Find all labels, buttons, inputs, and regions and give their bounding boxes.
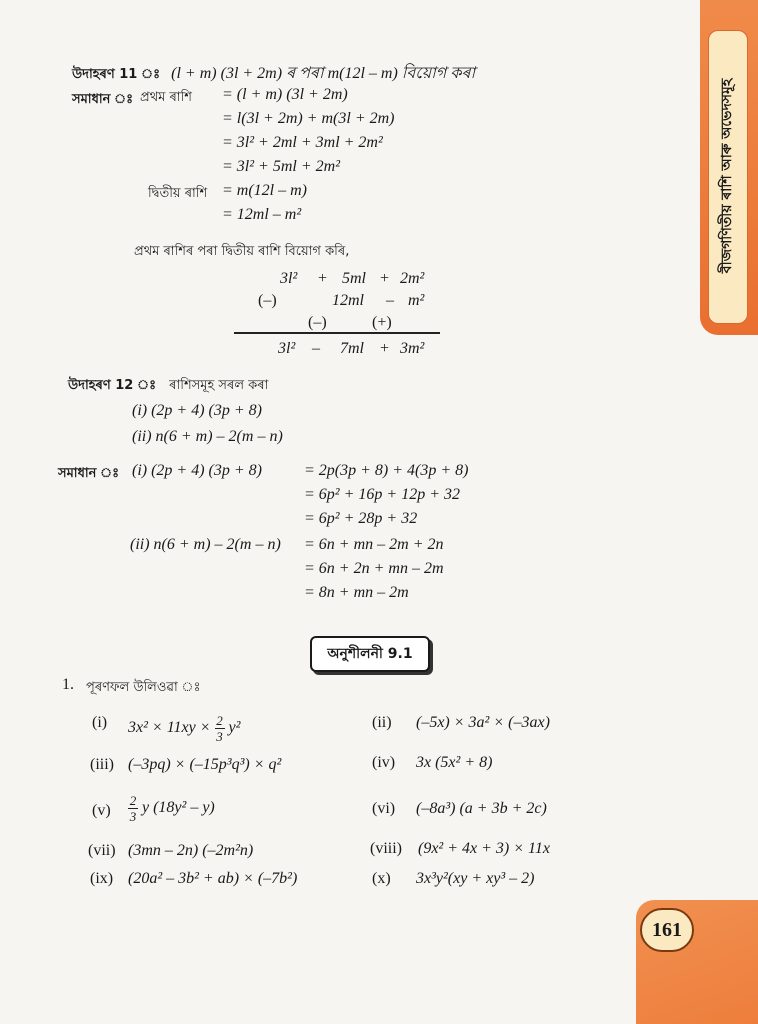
part-v-label: (v) — [92, 802, 111, 819]
exercise-title: অনুশীলনী 9.1 — [327, 646, 413, 662]
fraction-numerator: 2 — [129, 793, 137, 808]
row1-term-3: 2m² — [400, 270, 425, 287]
part-i-expr-b: y² — [228, 719, 241, 737]
part-v-expr-b: y (18y² – y) — [142, 799, 215, 817]
row1-op-2: + — [380, 270, 390, 287]
part-ii-label: (ii) — [372, 714, 392, 731]
solution-1-line-1: = 2p(3p + 8) + 4(3p + 8) — [304, 462, 469, 479]
part-ix-label: (ix) — [90, 870, 114, 887]
result-term-3: 3m² — [400, 340, 425, 357]
example-12-problem: ৰাশিসমূহ সৰল কৰা — [169, 378, 269, 393]
subtraction-statement: প্ৰথম ৰাশিৰ পৰা দ্বিতীয় ৰাশি বিয়োগ কৰি, — [134, 244, 350, 259]
chapter-title: বীজগণিতীয় ৰাশি আৰু অভেদসমূহ — [719, 78, 735, 274]
second-expression-label: দ্বিতীয় ৰাশি — [148, 186, 208, 201]
part-v-expression — [128, 794, 215, 823]
exercise-title-box — [310, 636, 430, 672]
solution-2-label: (ii) n(6 + m) – 2(m – n) — [130, 536, 281, 553]
first-expr-line-1: = (l + m) (3l + 2m) — [222, 86, 348, 103]
part-v-fraction — [128, 794, 138, 823]
part-iv-expression: 3x (5x² + 8) — [416, 754, 493, 771]
subtraction-rule — [234, 332, 440, 334]
question-1-number: 1. — [62, 676, 74, 693]
result-term-2: 7ml — [340, 340, 364, 357]
part-iv-label: (iv) — [372, 754, 396, 771]
row1-op-1: + — [318, 270, 328, 287]
solution-2-line-2: = 6n + 2n + mn – 2m — [304, 560, 444, 577]
result-term-1: 3l² — [278, 340, 296, 357]
example-12-solution-label: সমাধান ঃ — [58, 466, 120, 481]
part-i-label: (i) — [92, 714, 108, 731]
row3-sign-2: (+) — [372, 314, 392, 331]
solution-2-line-3: = 8n + mn – 2m — [304, 584, 409, 601]
part-vii-expression: (3mn – 2n) (–2m²n) — [128, 842, 254, 859]
first-expr-line-3: = 3l² + 2ml + 3ml + 2m² — [222, 134, 383, 151]
part-ii-expression: (–5x) × 3a² × (–3ax) — [416, 714, 550, 731]
example-11-header — [72, 60, 475, 87]
first-expr-line-4: = 3l² + 5ml + 2m² — [222, 158, 340, 175]
result-op-1: – — [312, 340, 320, 357]
part-i-expr-a: 3x² × 11xy × — [128, 719, 211, 737]
row2-op: – — [386, 292, 394, 309]
example-11-solution-label: সমাধান ঃ — [72, 92, 134, 107]
part-vi-expression: (–8a³) (a + 3b + 2c) — [416, 800, 547, 817]
part-vii-label: (vii) — [88, 842, 116, 859]
part-x-expression: 3x³y²(xy + xy³ – 2) — [416, 870, 535, 887]
example-11-problem: (l + m) (3l + 2m) ৰ পৰা m(12l – m) বিয়োগ কৰা — [171, 65, 476, 82]
part-viii-label: (viii) — [370, 840, 402, 857]
part-ix-expression: (20a² – 3b² + ab) × (–7b²) — [128, 870, 298, 887]
fraction-denominator: 3 — [216, 729, 223, 744]
example-12-item-2: (ii) n(6 + m) – 2(m – n) — [132, 428, 283, 445]
part-x-label: (x) — [372, 870, 391, 887]
page-number: 161 — [640, 908, 694, 952]
example-12-item-1: (i) (2p + 4) (3p + 8) — [132, 402, 263, 419]
result-op-2: + — [380, 340, 390, 357]
row2-sign: (–) — [258, 292, 277, 309]
second-expr-line-1: = m(12l – m) — [222, 182, 308, 199]
part-iii-label: (iii) — [90, 756, 114, 773]
row1-term-2: 5ml — [342, 270, 366, 287]
part-vi-label: (vi) — [372, 800, 396, 817]
example-11-heading: উদাহৰণ 11 ঃ — [72, 67, 161, 82]
example-12-heading: উদাহৰণ 12 ঃ — [68, 378, 157, 393]
row1-term-1: 3l² — [280, 270, 298, 287]
fraction-denominator: 3 — [129, 809, 137, 824]
part-iii-expression: (–3pq) × (–15p³q³) × q² — [128, 756, 282, 773]
row2-term-2: m² — [408, 292, 425, 309]
first-expr-line-2: = l(3l + 2m) + m(3l + 2m) — [222, 110, 395, 127]
solution-1-line-3: = 6p² + 28p + 32 — [304, 510, 418, 527]
question-1-text: পূৰণফল উলিওৱা ঃ — [86, 680, 201, 695]
row2-term-1: 12ml — [332, 292, 364, 309]
first-expression-label: প্ৰথম ৰাশি — [140, 90, 192, 105]
part-i-fraction — [215, 714, 225, 743]
fraction-numerator: 2 — [216, 713, 223, 728]
second-expr-line-2: = 12ml – m² — [222, 206, 302, 223]
solution-2-line-1: = 6n + mn – 2m + 2n — [304, 536, 444, 553]
solution-1-line-2: = 6p² + 16p + 12p + 32 — [304, 486, 460, 503]
part-i-expression — [128, 714, 240, 743]
solution-1-label: (i) (2p + 4) (3p + 8) — [132, 462, 263, 479]
part-viii-expression: (9x² + 4x + 3) × 11x — [418, 840, 550, 857]
row3-sign-1: (–) — [308, 314, 327, 331]
example-12-header — [68, 374, 268, 397]
